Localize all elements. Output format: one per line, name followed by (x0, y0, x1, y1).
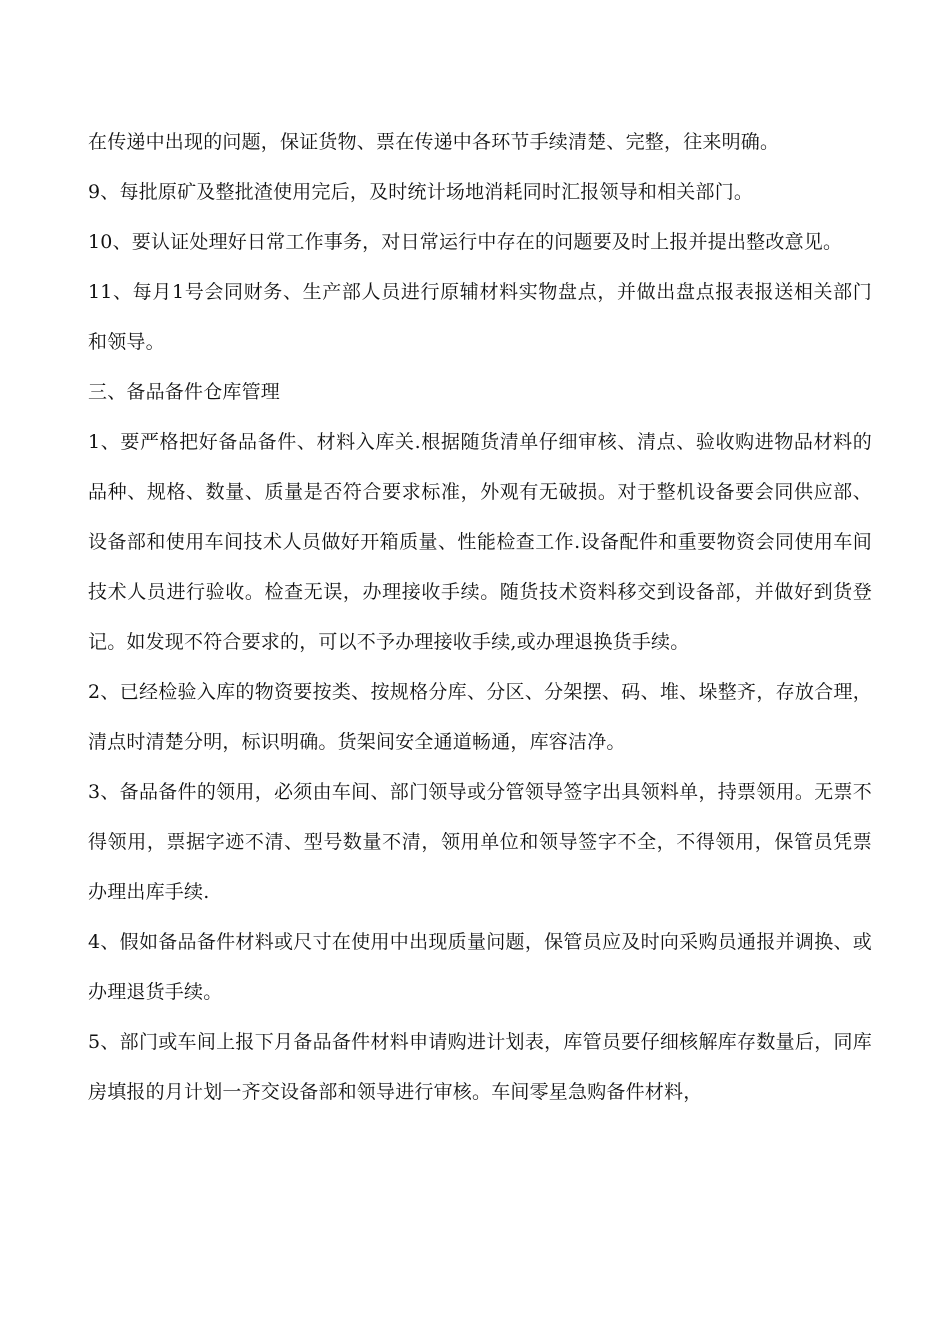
paragraph-item-1: 1、要严格把好备品备件、材料入库关.根据随货清单仔细审核、清点、验收购进物品材料的品种、规格、数量、质量是否符合要求标准，外观有无破损。对于整机设备要会同供应部、设备部和使用车间技术人员做好开箱质量、性能检查工作.设备配件和重要物资会同使用车间技术人员进行验收。检查无误，办理接收手续。随货技术资料移交到设备部，并做好到货登记。如发现不符合要求的，可以不予办理接收手续,或办理退换货手续。 (88, 431, 872, 653)
paragraph-item-4: 4、假如备品备件材料或尺寸在使用中出现质量问题，保管员应及时向采购员通报并调换、或办理退货手续。 (88, 931, 872, 1003)
paragraph-item-3: 3、备品备件的领用，必须由车间、部门领导或分管领导签字出具领料单，持票领用。无票不得领用，票据字迹不清、型号数量不清，领用单位和领导签字不全，不得领用，保管员凭票办理出库手续. (88, 781, 872, 903)
document-body (88, 117, 872, 1117)
paragraph-item-5: 5、部门或车间上报下月备品备件材料申请购进计划表，库管员要仔细核解库存数量后，同库房填报的月计划一齐交设备部和领导进行审核。车间零星急购备件材料， (88, 1031, 872, 1103)
paragraph-continuation: 在传递中出现的问题，保证货物、票在传递中各环节手续清楚、完整，往来明确。 (88, 131, 780, 153)
paragraph-item-10: 10、要认证处理好日常工作事务，对日常运行中存在的问题要及时上报并提出整改意见。 (88, 231, 843, 253)
paragraph-item-9: 9、每批原矿及整批渣使用完后，及时统计场地消耗同时汇报领导和相关部门。 (88, 181, 754, 203)
section-heading: 三、备品备件仓库管理 (88, 381, 281, 403)
paragraph-item-2: 2、已经检验入库的物资要按类、按规格分库、分区、分架摆、码、堆、垛整齐，存放合理，清点时清楚分明，标识明确。货架间安全通道畅通，库容洁净。 (88, 681, 872, 753)
paragraph-item-11: 11、每月1号会同财务、生产部人员进行原辅材料实物盘点，并做出盘点报表报送相关部门和领导。 (88, 281, 872, 353)
